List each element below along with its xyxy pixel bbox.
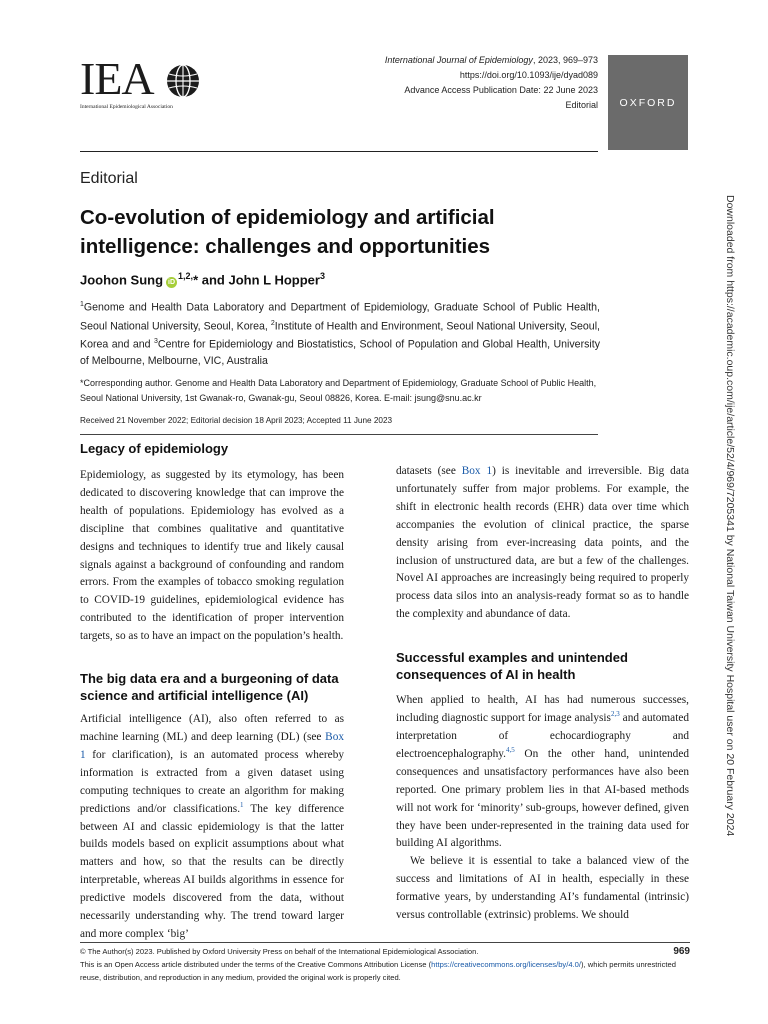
author-affiliation-marks: 1,2, xyxy=(178,271,194,281)
reference-link[interactable]: 1 xyxy=(240,800,244,809)
article-type: Editorial xyxy=(80,170,138,187)
affiliation-mark: 2 xyxy=(270,319,275,327)
box-link[interactable]: Box 1 xyxy=(461,465,493,477)
paragraph-text: On the other hand, unintended consequences and unsatisfactory performances have also been reported. One primary problem lies in that AI-based methods will not work for ‘minority’ sub-groups, however defined, given they have been under-represented in the training data used for building AI algorithms. xyxy=(396,747,689,850)
journal-meta xyxy=(385,53,598,113)
publisher-logo: OXFORD xyxy=(608,55,688,150)
affiliations xyxy=(80,297,600,369)
paragraph xyxy=(396,463,689,624)
corresponding-mark: * xyxy=(193,272,199,288)
section-heading: Legacy of epidemiology xyxy=(80,441,229,456)
paragraph-text: datasets (see xyxy=(396,465,462,477)
doi-link[interactable]: https://doi.org/10.1093/ije/dyad089 xyxy=(459,70,598,80)
affiliation-mark: 3 xyxy=(154,338,158,346)
orcid-icon[interactable]: iD xyxy=(168,279,176,287)
section-heading: Successful examples and unintended consequences of AI in health xyxy=(396,650,628,683)
license-link[interactable]: https://creativecommons.org/licenses/by/4.0/ xyxy=(431,960,582,969)
author-name[interactable]: Joohon Sung xyxy=(80,272,164,288)
iea-logo xyxy=(80,53,205,116)
paragraph-text: for clarification), is an automated process whereby information is extracted from a given dataset using computing techniques to create an algorithm for making predictions and/or classifications. xyxy=(80,748,344,815)
box-link[interactable]: Box 1 xyxy=(80,730,344,761)
logo-subtitle: International Epidemiological Association xyxy=(80,104,173,110)
journal-name: International Journal of Epidemiology xyxy=(384,55,533,65)
affiliation-text: Centre for Epidemiology and Biostatistics, School of Population and Global Health, University of Melbourne, Melbourne, VIC, Australia xyxy=(80,338,600,367)
paragraph-text: The key difference between AI and classic epidemiology is that the latter builds models based on explicit assumptions about what matters and how, so that the results can be directly interpretable, whereas AI builds algorithms in essence for predictive models discovered from the data, without necessarily understanding why. The trend toward larger and more complex ‘big’ xyxy=(80,802,344,940)
article-category: Editorial xyxy=(565,100,598,110)
license-text xyxy=(80,958,690,984)
paragraph: Epidemiology, as suggested by its etymology, has been dedicated to discovering knowledge that can improve the health of populations. Epidemiology has evolved as a discipline that combines qualitative and quantitative designs and techniques to identify true and likely causal signals against a background of confounding and random errors. From the examples of tobacco smoking regulation to COVID-19 guidelines, epidemiological evidence has contributed to the identification of proper intervention targets, so as to have an impact on the population’s health. xyxy=(80,469,344,643)
page-number: 969 xyxy=(673,946,690,957)
paragraph-text: ) is inevitable and irreversible. Big data unfortunately suffer from major problems. For example, the shift in electronic health records (EHR) data over time which accompanies the evolution of clinical practice, the sparse density arising from ever-increasing data points, and the inclusion of unstructured data, are but a few of the challenges. Novel AI approaches are increasingly being required to properly process data silos into an analysis-ready format so as to handle the complexity and abundance of data. xyxy=(396,465,689,621)
author-conjunction: and xyxy=(198,272,229,288)
advance-access-date: Advance Access Publication Date: 22 June 2023 xyxy=(404,85,598,95)
footer xyxy=(80,945,690,984)
right-column xyxy=(396,463,689,925)
paragraph xyxy=(396,692,689,853)
footer-divider xyxy=(80,942,690,943)
article-dates: Received 21 November 2022; Editorial decision 18 April 2023; Accepted 11 June 2023 xyxy=(80,416,393,425)
author-affiliation-marks: 3 xyxy=(319,271,325,281)
globe-icon xyxy=(166,64,200,98)
paragraph-text: and automated interpretation of echocardiography and electroencephalography. xyxy=(396,712,689,760)
paragraph-text: When applied to health, AI has had numerous successes, including diagnostic support for image analysis xyxy=(396,694,689,725)
section-divider xyxy=(80,434,598,435)
logo-letters: IEA xyxy=(80,53,154,104)
journal-citation: , 2023, 969–973 xyxy=(532,55,598,65)
author-name[interactable]: John L Hopper xyxy=(228,272,320,288)
header-divider xyxy=(80,151,598,152)
left-column xyxy=(80,440,344,944)
reference-link[interactable]: 2,3 xyxy=(610,710,620,719)
copyright-line: © The Author(s) 2023. Published by Oxford University Press on behalf of the International Epidemiological Association. xyxy=(80,947,479,956)
paragraph xyxy=(80,711,344,944)
license-part: ), which permits unrestricted reuse, distribution, and reproduction in any medium, provided the original work is properly cited. xyxy=(80,960,676,982)
license-part: This is an Open Access article distributed under the terms of the Creative Commons Attribution License ( xyxy=(80,960,432,969)
reference-link[interactable]: 4,5 xyxy=(505,746,515,755)
affiliation-text: Genome and Health Data Laboratory and Department of Epidemiology, Graduate School of Public Health, Seoul National University, Seoul, Korea, xyxy=(80,301,600,333)
article-title: Co-evolution of epidemiology and artificial intelligence: challenges and opportunities xyxy=(80,206,495,258)
section-heading: The big data era and a burgeoning of data science and artificial intelligence (AI) xyxy=(80,671,339,704)
paragraph-text: Artificial intelligence (AI), also often referred to as machine learning (ML) and deep learning (DL) (see xyxy=(80,713,344,743)
journal-citation-line xyxy=(385,53,598,68)
affiliation-text: Institute of Health and Environment, Seoul National University, Seoul, Korea and and xyxy=(80,320,600,351)
affiliation-mark: 1 xyxy=(80,301,84,308)
corresponding-author: *Corresponding author. Genome and Health Data Laboratory and Department of Epidemiology, Graduate School of Public Health, Seoul National University, 1st Gwanak-ro, Gwanak-gu, Seoul 08826, Korea. E-mail: jsung@snu.ac.kr xyxy=(80,378,597,403)
author-list xyxy=(80,271,325,288)
paragraph: We believe it is essential to take a balanced view of the success and limitations of AI in health, especially in these formative years, by understanding AI’s fundamental (intrinsic) versus controllable (extrinsic) problems. We should xyxy=(396,855,689,922)
